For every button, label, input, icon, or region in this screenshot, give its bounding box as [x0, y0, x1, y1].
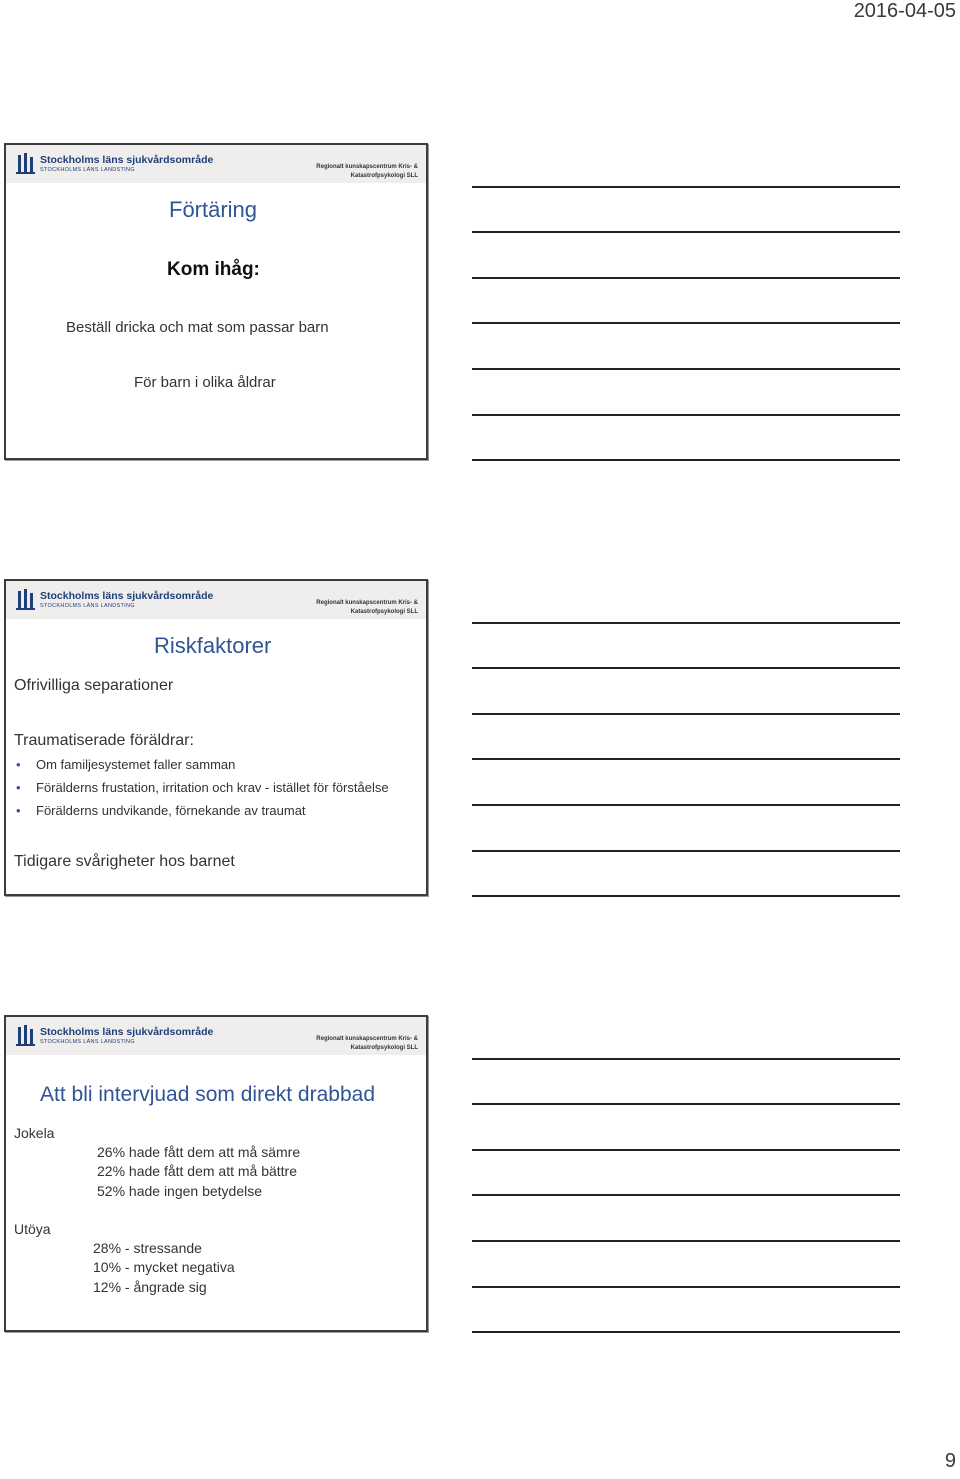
- page-date: 2016-04-05: [853, 0, 956, 22]
- slide-riskfaktorer: [4, 579, 428, 896]
- page-number: 9: [944, 1450, 956, 1472]
- utoya-label: Utöya: [14, 1221, 51, 1237]
- sll-logo-icon: [16, 1025, 36, 1047]
- slide-title: Riskfaktorer: [154, 633, 272, 658]
- logo-title: Stockholms läns sjukvårdsområde: [40, 1026, 214, 1038]
- sll-logo-icon: [16, 153, 36, 175]
- slide-subtitle: Kom ihåg:: [167, 259, 260, 280]
- risk-item-difficulties: Tidigare svårigheter hos barnet: [14, 853, 235, 870]
- risk-bullet-list: [14, 753, 389, 822]
- center-name-line1: Regionalt kunskapscentrum Kris- &: [316, 600, 418, 606]
- logo-subtitle: STOCKHOLMS LÄNS LANDSTING: [40, 603, 135, 609]
- logo-subtitle: STOCKHOLMS LÄNS LANDSTING: [40, 1039, 135, 1045]
- utoya-line-1: 28% - stressande: [93, 1240, 202, 1256]
- slide-title: Förtäring: [169, 197, 258, 222]
- slide-header: [6, 1017, 426, 1055]
- jokela-line-2: 22% hade fått dem att må bättre: [97, 1163, 298, 1179]
- utoya-line-2: 10% - mycket negativa: [93, 1259, 235, 1275]
- center-name: [308, 599, 418, 617]
- sll-logo-icon: [16, 589, 36, 611]
- slide-fortaring: [4, 143, 428, 460]
- slide-intervju: [4, 1015, 428, 1332]
- center-name-line2: Katastrofpsykologi SLL: [350, 609, 418, 615]
- slide-line-1: Beställ dricka och mat som passar barn: [66, 319, 329, 336]
- slide-header: [6, 145, 426, 183]
- center-name-line1: Regionalt kunskapscentrum Kris- &: [316, 1036, 418, 1042]
- list-item: • Förälderns undvikande, förnekande av traumat: [14, 799, 389, 822]
- utoya-line-3: 12% - ångrade sig: [93, 1279, 207, 1295]
- center-name-line2: Katastrofpsykologi SLL: [350, 1045, 418, 1051]
- center-name-line2: Katastrofpsykologi SLL: [350, 173, 418, 179]
- risk-item-separations: Ofrivilliga separationer: [14, 677, 174, 694]
- slide-title: Att bli intervjuad som direkt drabbad: [40, 1083, 376, 1106]
- jokela-line-1: 26% hade fått dem att må sämre: [97, 1144, 301, 1160]
- center-name-line1: Regionalt kunskapscentrum Kris- &: [316, 164, 418, 170]
- risk-item-parents: Traumatiserade föräldrar:: [14, 732, 194, 749]
- slide-line-2: För barn i olika åldrar: [134, 374, 276, 391]
- jokela-label: Jokela: [14, 1125, 55, 1141]
- list-item: • Förälderns frustation, irritation och krav - istället för förståelse: [14, 776, 389, 799]
- logo-title: Stockholms läns sjukvårdsområde: [40, 590, 214, 602]
- slide-header: [6, 581, 426, 619]
- jokela-line-3: 52% hade ingen betydelse: [97, 1183, 263, 1199]
- center-name: [308, 1035, 418, 1053]
- center-name: [308, 163, 418, 181]
- logo-subtitle: STOCKHOLMS LÄNS LANDSTING: [40, 167, 135, 173]
- list-item: • Om familjesystemet faller samman: [14, 753, 389, 776]
- logo-title: Stockholms läns sjukvårdsområde: [40, 154, 214, 166]
